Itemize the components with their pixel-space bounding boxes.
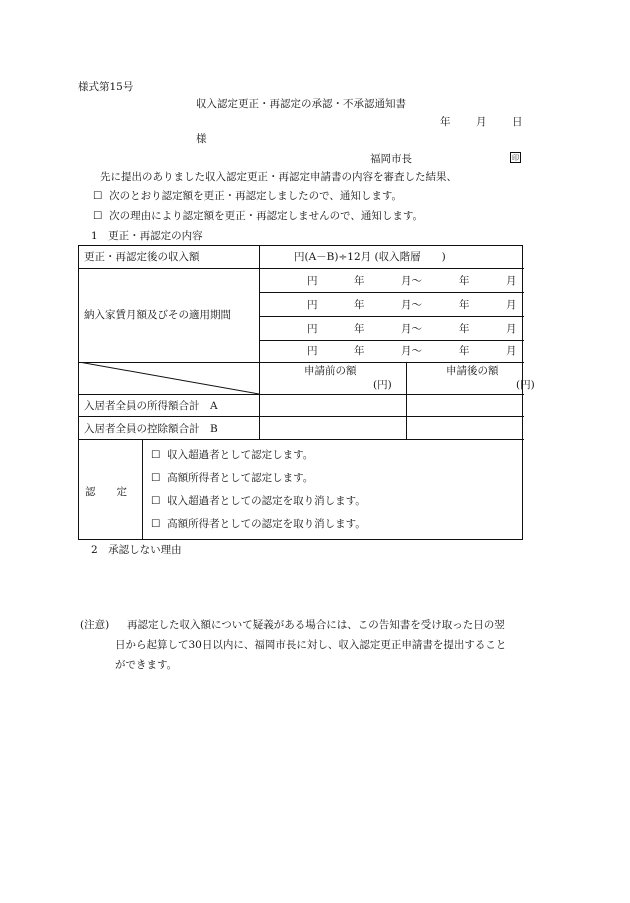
row-b-label: 入居者全員の控除額合計 B	[84, 423, 218, 435]
addressee-suffix: 様	[196, 133, 207, 145]
nintei-label: 認 定	[85, 486, 127, 498]
note-line: 日から起算して30日以内に、福岡市長に対し、収入認定更正申請書を提出すること	[115, 639, 507, 651]
yen-unit: 円	[307, 299, 318, 311]
yen-unit: 円	[307, 275, 318, 287]
issuer-name: 福岡市長	[370, 153, 412, 165]
income-label: 更正・再認定後の収入額	[84, 251, 200, 263]
col-divider	[259, 246, 260, 439]
row-divider	[259, 340, 524, 341]
nintei-option-label: 高額所得者として認定します。	[167, 472, 314, 484]
year-unit: 年	[354, 275, 365, 287]
checkbox-icon[interactable]: ☐	[151, 495, 161, 507]
year-unit: 年	[459, 345, 470, 357]
checkbox-icon[interactable]: ☐	[93, 210, 103, 222]
checkbox-icon[interactable]: ☐	[93, 190, 103, 202]
date-month-label: 月	[476, 116, 487, 128]
seal-icon: 印	[512, 154, 519, 162]
row-divider	[259, 292, 524, 293]
nintei-option[interactable]	[151, 448, 313, 462]
month-unit: 月	[506, 299, 517, 311]
nintei-option[interactable]	[151, 517, 366, 531]
year-unit: 年	[459, 299, 470, 311]
option-approve[interactable]	[93, 189, 402, 203]
month-from-unit: 月～	[401, 345, 422, 357]
nintei-option-label: 収入超過者として認定します。	[167, 449, 314, 461]
col-divider	[406, 362, 407, 439]
col-after-unit: (円)	[516, 379, 535, 391]
month-unit: 月	[506, 323, 517, 335]
yen-unit: 円	[307, 345, 318, 357]
row-divider	[79, 416, 524, 417]
note-line: ができます。	[115, 659, 178, 671]
note-label: (注意)	[80, 619, 110, 631]
nintei-option-label: 高額所得者としての認定を取り消します。	[167, 518, 366, 530]
intro-text: 先に提出のありました収入認定更正・再認定申請書の内容を審査した結果、	[100, 171, 457, 183]
row-a-label: 入居者全員の所得額合計 A	[84, 400, 218, 412]
nintei-option[interactable]	[151, 471, 313, 485]
row-divider	[259, 316, 524, 317]
month-unit: 月	[506, 275, 517, 287]
col-before-header: 申請前の額	[304, 365, 357, 377]
month-from-unit: 月～	[401, 323, 422, 335]
option-approve-label: 次のとおり認定額を更正・再認定しましたので、通知します。	[109, 190, 403, 202]
date-year-label: 年	[440, 116, 451, 128]
year-unit: 年	[459, 323, 470, 335]
date-day-label: 日	[512, 116, 523, 128]
month-from-unit: 月～	[401, 275, 422, 287]
month-unit: 月	[506, 345, 517, 357]
content-table	[78, 245, 535, 540]
col-divider	[142, 439, 143, 540]
document-title: 収入認定更正・再認定の承認・不承認通知書	[196, 98, 406, 110]
checkbox-icon[interactable]: ☐	[151, 449, 161, 461]
nintei-option[interactable]	[151, 494, 366, 508]
option-reject[interactable]	[93, 209, 423, 223]
year-unit: 年	[354, 323, 365, 335]
col-before-unit: (円)	[373, 379, 392, 391]
diagonal-line	[79, 362, 259, 394]
checkbox-icon[interactable]: ☐	[151, 518, 161, 530]
row-divider	[79, 394, 524, 395]
month-from-unit: 月～	[401, 299, 422, 311]
section-1-heading: 1 更正・再認定の内容	[91, 230, 203, 242]
col-after-header: 申請後の額	[446, 365, 499, 377]
year-unit: 年	[354, 299, 365, 311]
year-unit: 年	[354, 345, 365, 357]
section-2-heading: 2 承認しない理由	[91, 544, 182, 556]
yen-unit: 円	[307, 323, 318, 335]
checkbox-icon[interactable]: ☐	[151, 472, 161, 484]
income-value: 円(A－B)÷12月 (収入階層 )	[294, 251, 446, 263]
option-reject-label: 次の理由により認定額を更正・再認定しませんので、通知します。	[109, 210, 424, 222]
rent-label: 納入家賃月額及びその適用期間	[84, 309, 231, 321]
nintei-option-label: 収入超過者としての認定を取り消します。	[167, 495, 366, 507]
year-unit: 年	[459, 275, 470, 287]
row-divider	[79, 439, 524, 440]
form-number: 様式第15号	[78, 81, 134, 93]
row-divider	[79, 268, 524, 269]
note-line: 再認定した収入額について疑義がある場合には、この告知書を受け取った日の翌	[127, 619, 505, 631]
